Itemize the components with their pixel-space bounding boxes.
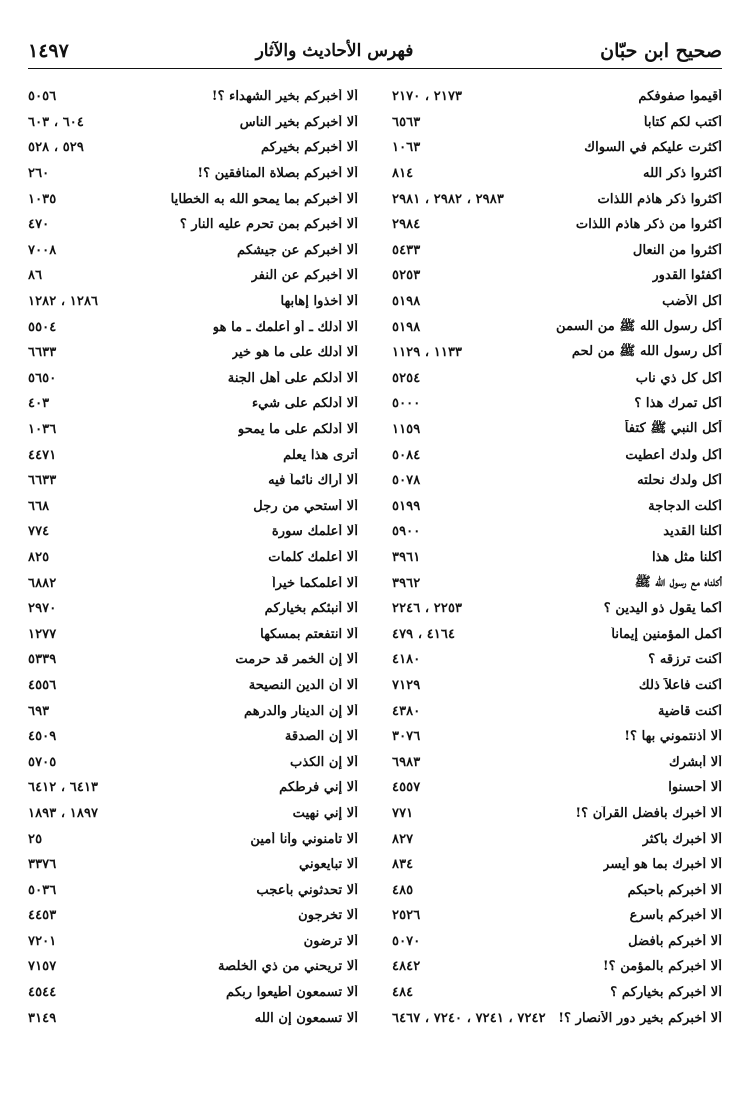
hadith-text: أكل تمرك هذا ؟ [634,396,722,412]
index-entry [28,1005,358,1031]
index-entry [392,596,722,622]
hadith-reference-numbers: ١٨٩٧ ، ١٨٩٣ [28,805,99,821]
index-entry [28,314,358,340]
hadith-text: أكنت قاضية [657,703,722,719]
index-entry [392,801,722,827]
hadith-reference-numbers: ٢١٧٣ ، ٢١٧٠ [392,89,463,105]
hadith-text: أكل رسول الله ﷺ من السمن [556,318,722,334]
hadith-text: ألا ترضون [303,933,358,949]
hadith-text: ألا إن الصدقة [284,729,358,745]
index-entry [392,570,722,596]
hadith-reference-numbers: ٨٦ [28,268,43,284]
hadith-reference-numbers: ٤٤٥٣ [28,908,57,924]
index-entry [28,903,358,929]
index-entry [392,980,722,1006]
hadith-reference-numbers: ٧٧١ [392,805,414,821]
hadith-text: ألا أبشرك [668,754,722,770]
hadith-text: أكفئوا القدور [652,268,722,284]
hadith-text: ألا أدلك على ما هو خير [231,345,358,361]
hadith-reference-numbers: ٥٠٧٨ [392,473,421,489]
right-column [392,84,722,1031]
hadith-text: أكتب لكم كتاباً [643,114,722,130]
index-entry [28,929,358,955]
index-entry [28,698,358,724]
hadith-text: ألا أخبرك بأكثر [642,831,722,847]
hadith-text: ألا انتفعتم بمسكها [260,626,358,642]
hadith-reference-numbers: ٧٢٤٢ ، ٧٢٤١ ، ٧٢٤٠ ، ٦٤٦٧ [392,1010,546,1026]
hadith-reference-numbers: ٥٠٠٠ [392,396,421,412]
hadith-text: ألا إني فرطكم [279,780,358,796]
hadith-reference-numbers: ١٠٣٥ [28,191,57,207]
index-entry [392,289,722,315]
index-entry [392,417,722,443]
hadith-text: ألا أعلمك سورة [271,524,358,540]
hadith-text: ألا أخبرك بأفضل القرآن ؟! [575,805,722,821]
index-entry [28,468,358,494]
index-entry [392,621,722,647]
hadith-reference-numbers: ١١٥٩ [392,422,421,438]
hadith-text: أكل الأضب [662,294,722,310]
hadith-reference-numbers: ٨١٤ [392,166,414,182]
index-entry [392,366,722,392]
index-entry [392,161,722,187]
index-entry [392,212,722,238]
index-entry [28,417,358,443]
hadith-text: أكثروا ذكر هاذم اللذات [597,191,722,207]
hadith-reference-numbers: ٦٦٣٣ [28,473,57,489]
hadith-text: ألا أعلمكما خيراً [272,575,358,591]
hadith-text: ألا أذنتموني بها ؟! [624,729,722,745]
index-entry [28,366,358,392]
hadith-reference-numbers: ٥٣٣٩ [28,652,57,668]
hadith-reference-numbers: ٢٦٠ [28,166,50,182]
hadith-reference-numbers: ٥٠٨٤ [392,447,421,463]
index-entry [392,340,722,366]
hadith-text: أكثروا من النعال [632,242,722,258]
hadith-text: أكل ولدك نحلته [637,473,722,489]
hadith-reference-numbers: ٢٩٧٠ [28,601,57,617]
hadith-reference-numbers: ٦٨٨٢ [28,575,57,591]
index-entry [392,954,722,980]
index-entry [392,238,722,264]
hadith-reference-numbers: ١٢٧٧ [28,626,57,642]
hadith-reference-numbers: ٤٥٥٧ [392,780,421,796]
hadith-reference-numbers: ٥٢٩ ، ٥٢٨ [28,140,84,156]
hadith-text: أكل ولدك أعطيت [625,447,722,463]
hadith-text: ألا أخذوا إهابها [280,294,358,310]
hadith-reference-numbers: ٣٩٦١ [392,549,421,565]
hadith-text: ألا أخبركم عن جيشكم [237,242,358,258]
hadith-reference-numbers: ٣٩٦٢ [392,575,421,591]
index-entry [392,698,722,724]
hadith-text: ألا أخبركم عن النفر [251,268,358,284]
index-entry [28,442,358,468]
hadith-reference-numbers: ٦٤١٣ ، ٦٤١٢ [28,780,99,796]
index-entry [392,442,722,468]
hadith-reference-numbers: ٨٣٤ [392,857,414,873]
hadith-text: أكمل المؤمنين إيماناً [611,626,722,642]
hadith-text: ألا تريحني من ذي الخلصة [217,959,358,975]
index-entry [28,289,358,315]
hadith-text: ألا أعلمك كلمات [268,549,358,565]
index-entry [392,673,722,699]
index-entry [28,263,358,289]
hadith-text: ألا تبايعوني [299,857,358,873]
index-entry [392,314,722,340]
index-entry [28,110,358,136]
hadith-reference-numbers: ٥٠٧٠ [392,933,421,949]
index-entry [392,84,722,110]
index-entry [392,877,722,903]
hadith-reference-numbers: ٧٧٤ [28,524,50,540]
hadith-text: ألا أخبركم بخير الشهداء ؟! [211,89,358,105]
hadith-text: أكنت ترزقه ؟ [648,652,722,668]
hadith-reference-numbers: ٥١٩٨ [392,319,421,335]
index-entry [28,826,358,852]
hadith-reference-numbers: ٨٢٥ [28,549,50,565]
hadith-reference-numbers: ٨٢٧ [392,831,414,847]
hadith-reference-numbers: ٢٩٨٤ [392,217,421,233]
hadith-text: ألا أراك نائماً فيه [268,473,358,489]
hadith-text: ألا أستحي من رجل [253,498,358,514]
hadith-text: ألا أنبئكم بخياركم [264,601,358,617]
hadith-text: أكما يقول ذو اليدين ؟ [603,601,722,617]
index-entry [28,621,358,647]
book-title: صحيح ابن حبّان [600,40,722,62]
hadith-reference-numbers: ٧١٥٧ [28,959,57,975]
index-entry [392,135,722,161]
page-header [28,34,722,69]
hadith-text: أكل رسول الله ﷺ من لحم [571,344,722,360]
index-entry [28,980,358,1006]
hadith-reference-numbers: ٤٨٥ [392,882,414,898]
hadith-text: ألا إن الخمر قد حرمت [235,652,358,668]
hadith-reference-numbers: ٦٩٨٣ [392,754,421,770]
index-entry [392,1005,722,1031]
index-entry [392,186,722,212]
hadith-reference-numbers: ٥٦٥٠ [28,370,57,386]
hadith-reference-numbers: ٤١٨٠ [392,652,421,668]
index-entry [392,724,722,750]
hadith-text: ألا أخبركم بخياركم ؟ [610,985,722,1001]
index-entry [28,238,358,264]
hadith-reference-numbers: ٣٣٧٦ [28,857,57,873]
hadith-text: ألا تخرجون [298,908,358,924]
hadith-text: ألا إني نهيت [292,805,358,821]
index-entry [28,596,358,622]
hadith-text: أكثرت عليكم في السواك [584,140,722,156]
hadith-text: ألا إن الدينار والدرهم [243,703,358,719]
index-entry [28,340,358,366]
index-entry [28,519,358,545]
hadith-text: ألا أخبركم بما يمحو الله به الخطايا [170,191,358,207]
hadith-text: ألا أدلكم على ما يمحو [237,422,358,438]
index-entry [392,263,722,289]
hadith-text: أترى هذا يعلم [283,447,358,463]
hadith-reference-numbers: ١٠٣٦ [28,422,57,438]
hadith-text: أكلنا مثل هذا [651,549,722,565]
index-entry [28,647,358,673]
index-entry [392,826,722,852]
hadith-reference-numbers: ٣١٤٩ [28,1010,57,1026]
hadith-text: ألا أخبركم بأفضل [628,933,722,949]
index-entry [28,391,358,417]
hadith-reference-numbers: ٦٩٣ [28,703,50,719]
hadith-reference-numbers: ٤٠٣ [28,396,50,412]
index-entry [28,494,358,520]
hadith-text: ألا أخبركم بخيركم [261,140,358,156]
hadith-text: ألا أدلكم على شيء [251,396,358,412]
hadith-reference-numbers: ٥٧٠٥ [28,754,57,770]
index-entry [392,647,722,673]
index-entry [28,877,358,903]
index-entry [392,545,722,571]
index-entry [28,212,358,238]
hadith-text: أكل النبي ﷺ كتفاً [624,421,722,437]
index-entry [392,468,722,494]
hadith-reference-numbers: ٥٢٥٤ [392,370,421,386]
hadith-text: أكل كل ذي ناب [635,370,722,386]
index-entry [392,110,722,136]
hadith-text: ألا أخبركم بالمؤمن ؟! [602,959,722,975]
hadith-text: أكلناه مع رسول الله ﷺ [634,574,722,590]
hadith-text: ألا تأمنوني وأنا أمين [250,831,358,847]
hadith-text: أكثروا ذكر الله [643,166,722,182]
index-entry [392,749,722,775]
index-entry [392,929,722,955]
index-entry [392,852,722,878]
hadith-reference-numbers: ٥١٩٩ [392,498,421,514]
hadith-reference-numbers: ٥١٩٨ [392,294,421,310]
hadith-text: أكلت الدجاجة [648,498,722,514]
index-entry [28,545,358,571]
hadith-reference-numbers: ٥٥٠٤ [28,319,57,335]
index-entry [392,519,722,545]
hadith-reference-numbers: ٧١٢٩ [392,677,421,693]
hadith-reference-numbers: ٤٨٤٢ [392,959,421,975]
hadith-text: ألا تحدثوني بأعجب [256,882,358,898]
hadith-reference-numbers: ٤٣٨٠ [392,703,421,719]
index-entry [28,84,358,110]
index-entry [28,775,358,801]
hadith-reference-numbers: ٤٥٥٦ [28,677,57,693]
page-number: ١٤٩٧ [28,40,69,62]
hadith-reference-numbers: ٦٦٨ [28,498,50,514]
hadith-reference-numbers: ٦٦٣٣ [28,345,57,361]
hadith-text: ألا أخبركم بخير دور الأنصار ؟! [558,1010,722,1026]
index-entry [28,673,358,699]
hadith-reference-numbers: ٥٤٣٣ [392,242,421,258]
hadith-reference-numbers: ٦٠٤ ، ٦٠٣ [28,114,84,130]
hadith-text: ألا أحسنوا [668,780,722,796]
hadith-text: ألا أدلك ـ أو أعلمك ـ ما هو [212,319,358,335]
hadith-text: أقيموا صفوفكم [638,89,722,105]
hadith-reference-numbers: ٦٥٦٣ [392,114,421,130]
section-title: فهرس الأحاديث والآثار [255,41,414,61]
index-entry [392,391,722,417]
hadith-text: ألا أخبركم بخير الناس [239,114,358,130]
hadith-text: ألا أخبركم بمن تحرم عليه النار ؟ [179,217,358,233]
index-entry [28,724,358,750]
hadith-text: ألا أخبركم بأسرع [629,908,722,924]
hadith-text: ألا أدلكم على أهل الجنة [227,370,358,386]
left-column [28,84,358,1031]
hadith-reference-numbers: ٥٢٥٣ [392,268,421,284]
hadith-reference-numbers: ١١٣٣ ، ١١٢٩ [392,345,463,361]
hadith-text: ألا أخبركم بأحبكم [627,882,722,898]
hadith-text: أكثروا من ذكر هاذم اللذات [575,217,722,233]
hadith-text: ألا أخبركم بصلاة المنافقين ؟! [197,166,358,182]
hadith-reference-numbers: ٤١٦٤ ، ٤٧٩ [392,626,456,642]
hadith-reference-numbers: ٢٥٢٦ [392,908,421,924]
hadith-reference-numbers: ٢٩٨٣ ، ٢٩٨٢ ، ٢٩٨١ [392,191,504,207]
hadith-reference-numbers: ٧٠٠٨ [28,242,57,258]
index-entry [28,954,358,980]
hadith-reference-numbers: ٥٠٥٦ [28,89,57,105]
hadith-text: ألا تسمعون أطيعوا ربكم [226,985,358,1001]
hadith-reference-numbers: ٢٢٥٣ ، ٢٢٤٦ [392,601,463,617]
index-entry [28,852,358,878]
hadith-reference-numbers: ١٠٦٣ [392,140,421,156]
hadith-reference-numbers: ١٢٨٦ ، ١٢٨٢ [28,294,99,310]
hadith-reference-numbers: ٥٠٣٦ [28,882,57,898]
index-entry [392,775,722,801]
hadith-text: أكنت فاعلاً ذلك [638,677,722,693]
index-entry [28,749,358,775]
index-entry [392,494,722,520]
hadith-reference-numbers: ٧٢٠١ [28,933,57,949]
index-entry [28,186,358,212]
hadith-text: أكلنا القديد [663,524,722,540]
hadith-reference-numbers: ٥٩٠٠ [392,524,421,540]
index-entry [28,135,358,161]
hadith-reference-numbers: ٤٤٧١ [28,447,57,463]
hadith-reference-numbers: ٣٠٧٦ [392,729,421,745]
index-entry [28,161,358,187]
index-entry [392,903,722,929]
hadith-reference-numbers: ٤٧٠ [28,217,50,233]
hadith-text: ألا إن الكذب [289,754,358,770]
hadith-text: ألا تسمعون إن الله [254,1010,358,1026]
index-entry [28,801,358,827]
hadith-reference-numbers: ٤٨٤ [392,985,414,1001]
hadith-reference-numbers: ٤٥٤٤ [28,985,57,1001]
hadith-text: ألا أن الدين النصيحة [248,677,358,693]
hadith-reference-numbers: ٤٥٠٩ [28,729,57,745]
hadith-text: ألا أخبرك بما هو أيسر [603,857,722,873]
hadith-reference-numbers: ٢٥ [28,831,43,847]
index-entry [28,570,358,596]
